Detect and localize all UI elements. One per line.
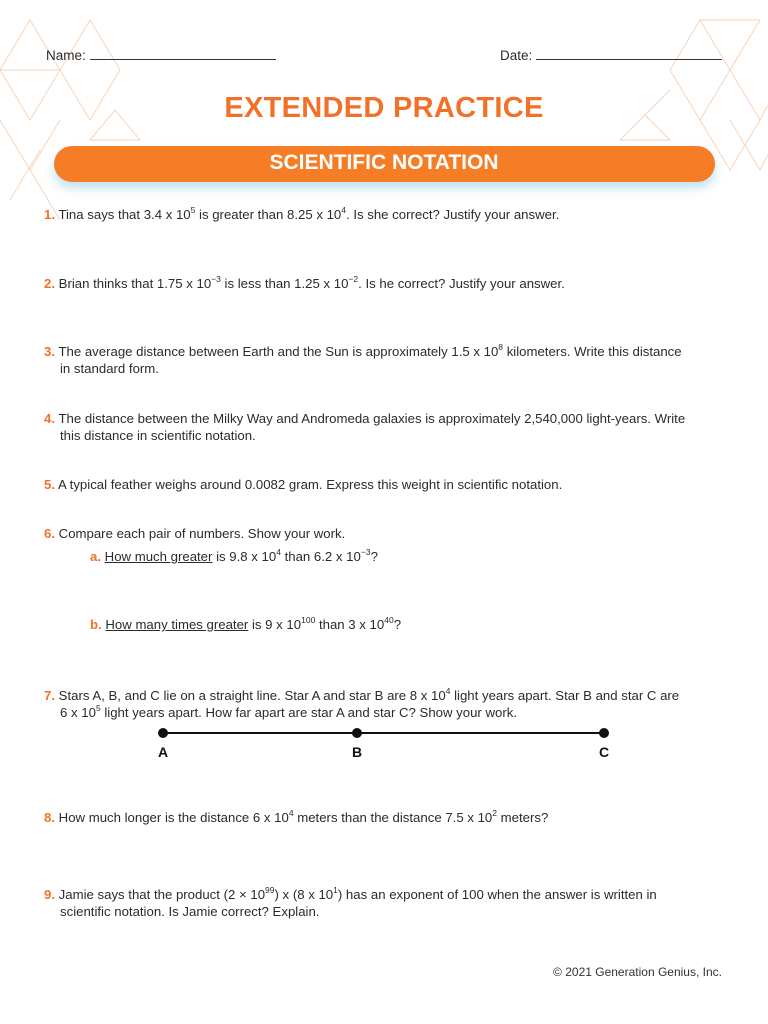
question-6: 6. Compare each pair of numbers. Show your work. xyxy=(44,526,346,541)
number-line xyxy=(150,724,620,744)
question-number: 4. xyxy=(44,411,55,426)
copyright-footer: © 2021 Generation Genius, Inc. xyxy=(553,965,722,979)
name-blank[interactable] xyxy=(90,47,276,60)
question-number: 2. xyxy=(44,276,55,291)
question-4: 4. The distance between the Milky Way and Andromeda galaxies is approximately 2,540,000 light-years. Write this distance in scientific notation. xyxy=(44,411,686,443)
name-field[interactable] xyxy=(46,47,276,63)
point-a-dot xyxy=(158,728,168,738)
point-a-label: A xyxy=(158,744,169,760)
question-number: 1. xyxy=(44,207,55,222)
page-title: EXTENDED PRACTICE xyxy=(224,92,544,124)
name-label: Name: xyxy=(46,48,86,63)
question-8: 8. How much longer is the distance 6 x $10^4$ meters than the distance 7.5 x $10^2$ meters? xyxy=(44,807,549,825)
question-9: 9. Jamie says that the product $(2 \times 10^{99})$ x (8 x $10^1$) has an exponent of 100 when the answer is written in scientific notation. Is Jamie correct? Explain. xyxy=(44,884,657,919)
question-7: 7. Stars A, B, and C lie on a straight line. Star A and star B are 8 x $10^4$ light years apart. Star B and star C are 6 x $10^5$ light years apart. How far apart are star A and star C? Show your work. xyxy=(44,685,680,720)
question-number: 3. xyxy=(44,344,55,359)
question-number: 8. xyxy=(44,810,55,825)
point-b-label: B xyxy=(352,744,363,760)
point-c-dot xyxy=(599,728,609,738)
date-label: Date: xyxy=(500,48,533,63)
date-field[interactable] xyxy=(500,47,722,63)
question-6a: a. How much greater is 9.8 x $10^4$ than 6.2 x $10^{-3}$? xyxy=(90,546,378,564)
point-b-dot xyxy=(352,728,362,738)
question-6b: b. How many times greater is 9 x $10^{100}$ than 3 x $10^{40}$? xyxy=(90,614,402,632)
question-5: 5. A typical feather weighs around 0.0082 gram. Express this weight in scientific notation. xyxy=(44,477,563,492)
question-number: 9. xyxy=(44,887,55,902)
question-2: 2. Brian thinks that 1.75 x $10^{-3}$ is less than 1.25 x $10^{-2}$. Is he correct? Justify your answer. xyxy=(44,273,565,291)
date-blank[interactable] xyxy=(536,47,722,60)
point-c-label: C xyxy=(599,744,610,760)
page-subtitle: SCIENTIFIC NOTATION xyxy=(269,151,499,174)
question-number: 6. xyxy=(44,526,55,541)
question-number: 7. xyxy=(44,688,55,703)
question-3: 3. The average distance between Earth and the Sun is approximately 1.5 x $10^8$ kilometers. Write this distance in standard form. xyxy=(44,341,682,376)
question-1: 1. Tina says that 3.4 x $10^5$ is greater than 8.25 x $10^4$. Is she correct? Justify your answer. xyxy=(44,204,560,222)
question-number: 5. xyxy=(44,477,55,492)
